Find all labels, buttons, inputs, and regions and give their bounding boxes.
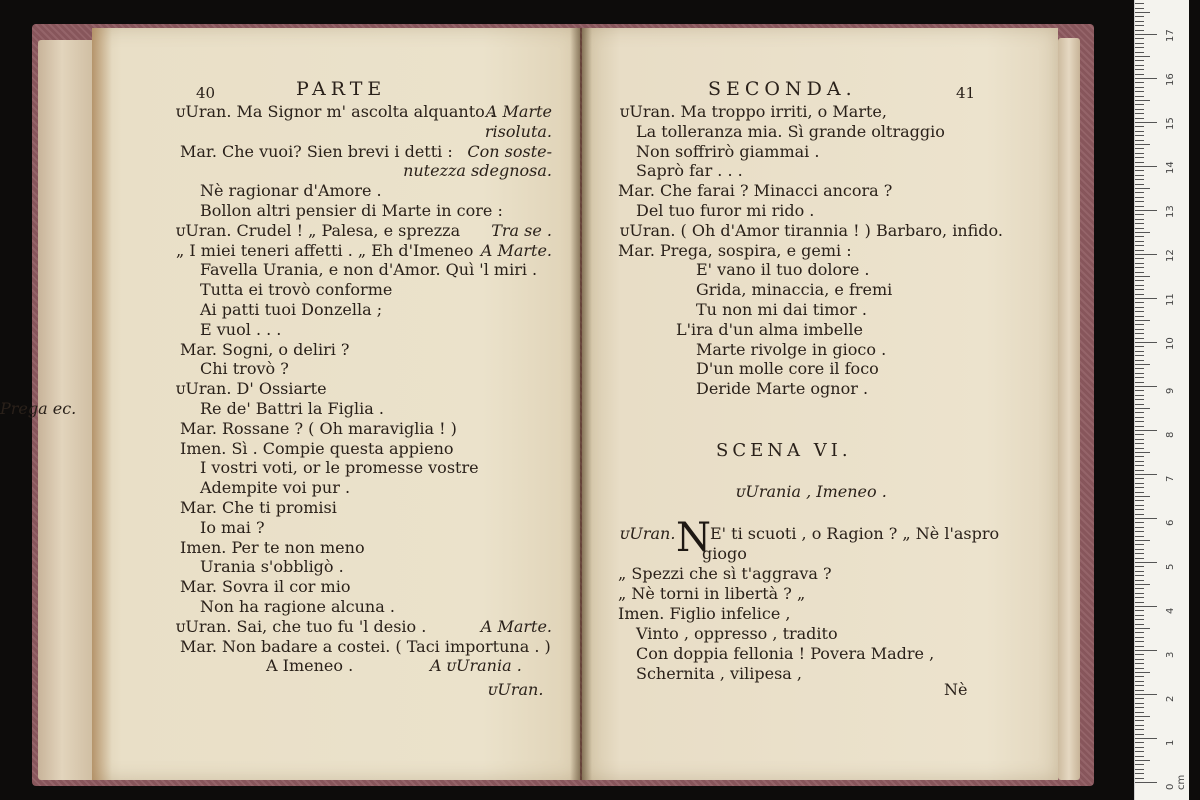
ruler-tick <box>1135 52 1144 53</box>
ruler-label: 14 <box>1165 161 1176 174</box>
ruler-tick <box>1135 153 1144 154</box>
ruler-label: 4 <box>1165 607 1176 614</box>
ruler-tick <box>1135 778 1144 779</box>
left-text-line: Bollon altri pensier di Marte in core : <box>200 201 503 220</box>
ruler-tick <box>1135 632 1144 633</box>
ruler-tick <box>1135 672 1150 673</box>
ruler-tick <box>1135 390 1144 391</box>
ruler-tick <box>1135 690 1144 691</box>
ruler-tick <box>1135 773 1144 774</box>
ruler-tick <box>1135 615 1144 616</box>
ruler-tick <box>1135 747 1144 748</box>
ruler-tick <box>1135 100 1150 101</box>
ruler-tick <box>1135 338 1144 339</box>
ruler-tick <box>1135 404 1144 405</box>
ruler-tick <box>1135 364 1150 365</box>
ruler-tick <box>1135 113 1144 114</box>
ruler-tick <box>1135 276 1150 277</box>
ruler-tick <box>1135 439 1144 440</box>
ruler-tick <box>1135 465 1144 466</box>
ruler-tick <box>1135 3 1144 4</box>
ruler-tick <box>1135 333 1144 334</box>
left-text-line: Ai patti tuoi Donzella ; <box>200 300 383 319</box>
left-text-line: Favella Urania, e non d'Amor. Quì 'l miri . <box>200 260 538 280</box>
ruler-label: 3 <box>1165 651 1176 658</box>
right-text-line: E' vano il tuo dolore . <box>696 260 870 280</box>
ruler-tick <box>1135 82 1144 83</box>
ruler-tick <box>1135 267 1144 268</box>
ruler-tick <box>1135 536 1144 537</box>
ruler-label: 7 <box>1165 475 1176 482</box>
ruler-tick <box>1135 373 1144 374</box>
right-text-line: Mar. Che farai ? Minacci ancora ? <box>618 181 893 201</box>
right-text-line: Deride Marte ognor . <box>696 379 869 399</box>
left-text-line: Io mai ? <box>200 517 265 537</box>
right-text-line: ᴜUran. Ma troppo irriti, o Marte, <box>620 102 887 121</box>
ruler-label: 2 <box>1165 695 1176 702</box>
ruler-tick <box>1135 34 1157 35</box>
ruler-tick <box>1135 606 1157 607</box>
ruler-tick <box>1135 698 1144 699</box>
ruler-tick <box>1135 434 1144 435</box>
ruler-tick <box>1135 250 1144 251</box>
ruler-tick <box>1135 126 1144 127</box>
ruler-tick <box>1135 602 1144 603</box>
ruler-tick <box>1135 668 1144 669</box>
ruler-tick <box>1135 646 1144 647</box>
ruler-tick <box>1135 232 1150 233</box>
left-page-number: 40 <box>196 84 216 102</box>
ruler-tick <box>1135 628 1150 629</box>
ruler-tick <box>1135 144 1150 145</box>
ruler-tick <box>1135 192 1144 193</box>
left-stage-direction: A Marte. <box>480 616 552 636</box>
ruler-tick <box>1135 272 1144 273</box>
ruler-tick <box>1135 443 1144 444</box>
ruler-tick <box>1135 421 1144 422</box>
left-text-line: ᴜUran. Sai, che tuo fu 'l desio . <box>176 616 427 636</box>
ruler-tick <box>1135 426 1144 427</box>
ruler-tick <box>1135 637 1144 638</box>
left-stage-direction: Con soste- <box>467 141 552 161</box>
ruler-tick <box>1135 16 1144 17</box>
ruler-label: 8 <box>1165 431 1176 438</box>
ruler-tick <box>1135 320 1150 321</box>
ruler-tick <box>1135 382 1144 383</box>
ruler-tick <box>1135 531 1144 532</box>
ruler-label: 0 cm <box>1165 774 1187 790</box>
right-text-line: Prega ec. <box>0 399 77 418</box>
ruler-tick <box>1135 179 1144 180</box>
ruler-tick <box>1135 21 1144 22</box>
ruler-tick <box>1135 522 1144 523</box>
right-page-number: 41 <box>956 84 976 102</box>
ruler-label: 9 <box>1165 387 1176 394</box>
ruler-tick <box>1135 624 1144 625</box>
left-catchword: ᴜUran. <box>488 680 544 699</box>
ruler-label: 1 <box>1165 739 1176 746</box>
ruler-tick <box>1135 571 1144 572</box>
ruler-tick <box>1135 580 1144 581</box>
ruler-tick <box>1135 329 1144 330</box>
ruler-tick <box>1135 395 1144 396</box>
ruler-tick <box>1135 324 1144 325</box>
ruler-label: 16 <box>1165 73 1176 86</box>
ruler-tick <box>1135 694 1157 695</box>
ruler-tick <box>1135 584 1150 585</box>
left-text-line: Adempite voi pur . <box>200 478 351 498</box>
ruler-tick <box>1135 729 1144 730</box>
left-stage-direction: nutezza sdegnosa. <box>403 161 552 181</box>
right-text-line: Non soffrirò giammai . <box>636 141 820 161</box>
right-running-header: SECONDA. <box>708 78 857 100</box>
ruler-tick <box>1135 562 1157 563</box>
left-stage-direction: A ᴜUrania . <box>430 656 522 676</box>
left-text-line: Imen. Sì . Compie questa appieno <box>180 438 454 458</box>
ruler-tick <box>1135 184 1144 185</box>
ruler-tick <box>1135 43 1144 44</box>
ruler-tick <box>1135 575 1144 576</box>
ruler-tick <box>1135 399 1144 400</box>
ruler-tick <box>1135 509 1144 510</box>
ruler-tick <box>1135 408 1150 409</box>
drop-capital: N <box>676 515 711 561</box>
ruler-tick <box>1135 756 1144 757</box>
ruler-tick <box>1135 461 1144 462</box>
ruler-tick <box>1135 742 1144 743</box>
ruler-label: 6 <box>1165 519 1176 526</box>
ruler-tick <box>1135 641 1144 642</box>
ruler-tick <box>1135 553 1144 554</box>
ruler-tick <box>1135 258 1144 259</box>
ruler-tick <box>1135 210 1157 211</box>
left-text-line: ᴜUran. Ma Signor m' ascolta alquanto . <box>176 102 495 121</box>
right-text-line: Saprò far . . . <box>636 161 743 181</box>
left-text-line: ᴜUran. D' Ossiarte <box>176 379 327 399</box>
ruler-tick <box>1135 707 1144 708</box>
ruler-tick <box>1135 263 1144 264</box>
ruler-tick <box>1135 566 1144 567</box>
ruler-tick <box>1135 487 1144 488</box>
ruler-tick <box>1135 346 1144 347</box>
ruler-tick <box>1135 654 1144 655</box>
ruler-tick <box>1135 377 1144 378</box>
ruler-tick <box>1135 311 1144 312</box>
right-page-edges <box>1058 38 1080 780</box>
ruler-tick <box>1135 201 1144 202</box>
ruler-tick <box>1135 716 1150 717</box>
left-text-line: I vostri voti, or le promesse vostre <box>200 458 479 478</box>
ruler-tick <box>1135 593 1144 594</box>
left-text-line: A Imeneo . <box>266 656 354 676</box>
ruler-tick <box>1135 456 1144 457</box>
ruler-tick <box>1135 298 1157 299</box>
left-text-line: Mar. Sovra il cor mio <box>180 577 351 597</box>
ruler-tick <box>1135 676 1144 677</box>
ruler-tick <box>1135 47 1144 48</box>
left-text-line: Mar. Sogni, o deliri ? <box>180 339 350 359</box>
left-stage-direction: risoluta. <box>484 121 552 141</box>
ruler-tick <box>1135 131 1144 132</box>
right-text-line: ᴜUran. ( Oh d'Amor tirannia ! ) Barbaro, infido. <box>620 220 1003 240</box>
left-text-line: „ I miei teneri affetti . „ Eh d'Imeneo <box>176 240 474 260</box>
left-text-line: ᴜUran. Crudel ! „ Palesa, e sprezza <box>176 220 461 240</box>
ruler-tick <box>1135 219 1144 220</box>
ruler-tick <box>1135 549 1144 550</box>
ruler-tick <box>1135 430 1157 431</box>
ruler-tick <box>1135 60 1144 61</box>
ruler-tick <box>1135 280 1144 281</box>
ruler-tick <box>1135 56 1150 57</box>
ruler-tick <box>1135 681 1144 682</box>
ruler-tick <box>1135 135 1144 136</box>
ruler-tick <box>1135 188 1150 189</box>
ruler-tick <box>1135 157 1144 158</box>
scene-text-line: E' ti scuoti , o Ragion ? „ Nè l'aspro <box>710 524 1000 543</box>
scene-text-line: „ Spezzi che sì t'aggrava ? <box>618 564 832 583</box>
ruler-tick <box>1135 342 1157 343</box>
left-text-line: Urania s'obbligò . <box>200 557 344 577</box>
ruler-tick <box>1135 782 1157 783</box>
ruler-tick <box>1135 764 1144 765</box>
left-text-line: Re de' Battri la Figlia . <box>200 399 384 418</box>
ruler-tick <box>1135 245 1144 246</box>
ruler-tick <box>1135 588 1144 589</box>
ruler-tick <box>1135 65 1144 66</box>
ruler-tick <box>1135 122 1157 123</box>
ruler-tick <box>1135 496 1150 497</box>
ruler-tick <box>1135 751 1144 752</box>
ruler-tick <box>1135 69 1144 70</box>
right-text-line: Mar. Prega, sospira, e gemi : <box>618 240 852 260</box>
right-text-line: Tu non mi dai timor . <box>696 300 867 319</box>
ruler-label: 5 <box>1165 563 1176 570</box>
left-running-header: PARTE <box>296 78 387 100</box>
ruler-tick <box>1135 500 1144 501</box>
left-text-line: Mar. Non badare a costei. ( Taci importuna . ) <box>180 636 551 656</box>
left-text-line: Chi trovò ? <box>200 359 289 379</box>
scene-text-line: ᴜUran. <box>620 524 676 543</box>
ruler-tick <box>1135 769 1144 770</box>
ruler-tick <box>1135 478 1144 479</box>
ruler-tick <box>1135 307 1144 308</box>
ruler-tick <box>1135 206 1144 207</box>
ruler-tick <box>1135 316 1144 317</box>
ruler-tick <box>1135 96 1144 97</box>
ruler-tick <box>1135 610 1144 611</box>
ruler-label: 15 <box>1165 117 1176 130</box>
left-stage-direction: A Marte. <box>480 240 552 260</box>
ruler-tick <box>1135 360 1144 361</box>
ruler-tick <box>1135 470 1144 471</box>
ruler-tick <box>1135 544 1144 545</box>
right-text-line: Del tuo furor mi rido . <box>636 201 815 220</box>
ruler-tick <box>1135 663 1144 664</box>
ruler-tick <box>1135 12 1150 13</box>
ruler-tick <box>1135 170 1144 171</box>
left-stage-direction: Tra se . <box>491 220 552 240</box>
ruler-tick <box>1135 197 1144 198</box>
right-text-line: D'un molle core il foco <box>696 359 879 379</box>
left-text-line: E vuol . . . <box>200 319 282 339</box>
ruler-tick <box>1135 162 1144 163</box>
right-text-line: L'ira d'un alma imbelle <box>676 319 863 339</box>
scene-text-line: Schernita , vilipesa , <box>636 664 803 683</box>
ruler-tick <box>1135 148 1144 149</box>
ruler-tick <box>1135 452 1150 453</box>
scene-title: SCENA VI. <box>716 440 852 461</box>
ruler-tick <box>1135 30 1144 31</box>
ruler-tick <box>1135 558 1144 559</box>
ruler-tick <box>1135 118 1144 119</box>
measuring-ruler <box>1134 0 1189 800</box>
ruler-tick <box>1135 104 1144 105</box>
ruler-tick <box>1135 351 1144 352</box>
ruler-tick <box>1135 285 1144 286</box>
ruler-tick <box>1135 254 1157 255</box>
ruler-tick <box>1135 492 1144 493</box>
left-text-line: Non ha ragione alcuna . <box>200 597 395 616</box>
ruler-tick <box>1135 412 1144 413</box>
left-text-line: Mar. Che ti promisi <box>180 498 337 517</box>
ruler-tick <box>1135 294 1144 295</box>
left-text-line: Tutta ei trovò conforme <box>200 280 393 300</box>
ruler-tick <box>1135 734 1144 735</box>
ruler-tick <box>1135 74 1144 75</box>
ruler-tick <box>1135 91 1144 92</box>
left-text-line: Mar. Rossane ? ( Oh maraviglia ! ) <box>180 418 457 438</box>
right-catchword: Nè <box>944 680 968 699</box>
ruler-tick <box>1135 78 1157 79</box>
ruler-tick <box>1135 228 1144 229</box>
ruler-label: 10 <box>1165 337 1176 350</box>
ruler-tick <box>1135 25 1144 26</box>
ruler-tick <box>1135 619 1144 620</box>
ruler-tick <box>1135 505 1144 506</box>
left-text-line: Mar. Che vuoi? Sien brevi i detti : <box>180 141 453 161</box>
ruler-tick <box>1135 518 1157 519</box>
ruler-tick <box>1135 289 1144 290</box>
ruler-tick <box>1135 386 1157 387</box>
right-text-line: Marte rivolge in gioco . <box>696 339 887 359</box>
ruler-tick <box>1135 214 1144 215</box>
ruler-tick <box>1135 650 1157 651</box>
ruler-tick <box>1135 8 1144 9</box>
ruler-tick <box>1135 720 1144 721</box>
ruler-tick <box>1135 597 1144 598</box>
scene-text-line: „ Nè torni in libertà ? „ <box>618 584 806 603</box>
ruler-tick <box>1135 448 1144 449</box>
ruler-tick <box>1135 659 1144 660</box>
ruler-tick <box>1135 760 1150 761</box>
ruler-tick <box>1135 87 1144 88</box>
ruler-tick <box>1135 302 1144 303</box>
left-stage-direction: A Marte <box>485 102 552 121</box>
ruler-tick <box>1135 140 1144 141</box>
ruler-tick <box>1135 527 1144 528</box>
scene-text-line: giogo <box>702 544 747 563</box>
left-text-line: Nè ragionar d'Amore . <box>200 181 382 201</box>
right-text-line: La tolleranza mia. Sì grande oltraggio <box>636 121 945 141</box>
ruler-tick <box>1135 236 1144 237</box>
ruler-tick <box>1135 175 1144 176</box>
scene-text-line: Con doppia fellonia ! Povera Madre , <box>636 644 935 663</box>
scene-text-line: Vinto , oppresso , tradito <box>636 624 838 643</box>
ruler-tick <box>1135 738 1157 739</box>
ruler-tick <box>1135 474 1157 475</box>
ruler-tick <box>1135 703 1144 704</box>
right-text-line: Grida, minaccia, e fremi <box>696 280 893 300</box>
scene-characters: ᴜUrania , Imeneo . <box>736 482 887 501</box>
ruler-tick <box>1135 417 1144 418</box>
ruler-tick <box>1135 514 1144 515</box>
ruler-tick <box>1135 483 1144 484</box>
ruler-tick <box>1135 685 1144 686</box>
ruler-label: 17 <box>1165 29 1176 42</box>
ruler-tick <box>1135 166 1157 167</box>
ruler-tick <box>1135 712 1144 713</box>
ruler-label: 11 <box>1165 293 1176 306</box>
ruler-tick <box>1135 109 1144 110</box>
scene-text-line: Imen. Figlio infelice , <box>618 604 791 623</box>
left-text-line: Imen. Per te non meno <box>180 537 365 557</box>
ruler-label: 13 <box>1165 205 1176 218</box>
ruler-tick <box>1135 540 1150 541</box>
ruler-tick <box>1135 355 1144 356</box>
ruler-tick <box>1135 223 1144 224</box>
ruler-label: 12 <box>1165 249 1176 262</box>
ruler-tick <box>1135 241 1144 242</box>
ruler-tick <box>1135 38 1144 39</box>
ruler-tick <box>1135 368 1144 369</box>
ruler-tick <box>1135 725 1144 726</box>
